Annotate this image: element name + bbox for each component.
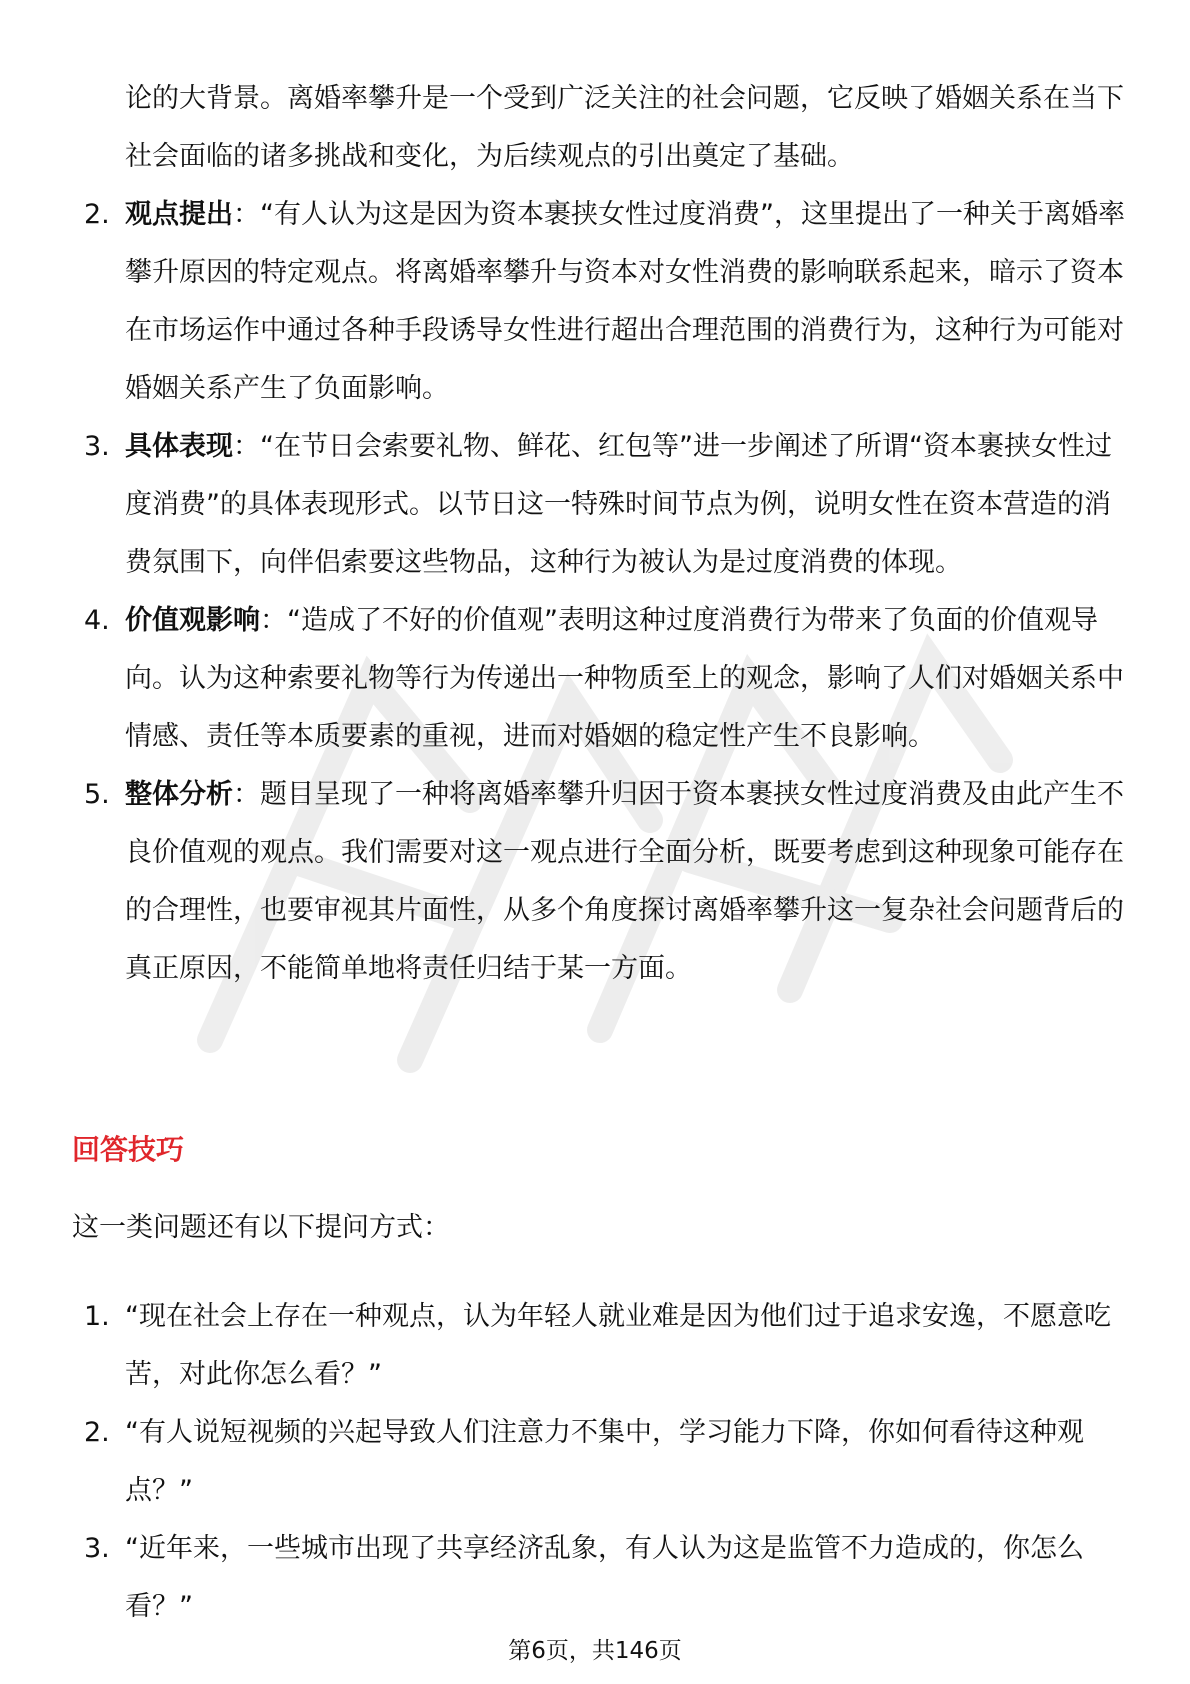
list-item <box>0 186 1125 418</box>
list-item-number: 2. <box>84 199 110 230</box>
list-item-number: 3. <box>84 431 110 462</box>
list-item-term: 整体分析 <box>125 779 233 810</box>
page-footer: 第6页，共146页 <box>508 1638 682 1664</box>
list-item-text: ：“在节日会索要礼物、鲜花、红包等”进一步阐述了所谓“资本裹挟女性过度消费”的具体表现形式。以节日这一特殊时间节点为例，说明女性在资本营造的消费氛围下，向伴侣索要这些物品，这种行为被认为是过度消费的体现。 <box>125 431 1112 578</box>
intro-text: 这一类问题还有以下提问方式： <box>72 1212 450 1243</box>
list-item <box>0 766 1125 998</box>
question-number: 1. <box>84 1301 110 1332</box>
question-item <box>0 1404 1125 1520</box>
question-number: 2. <box>84 1417 110 1448</box>
section-heading: 回答技巧 <box>72 1133 185 1166</box>
continuation-paragraph: 论的大背景。离婚率攀升是一个受到广泛关注的社会问题，它反映了婚姻关系在当下社会面临的诸多挑战和变化，为后续观点的引出奠定了基础。 <box>125 83 1124 172</box>
list-item-number: 5. <box>84 779 110 810</box>
list-item <box>0 592 1125 766</box>
question-text: “有人说短视频的兴起导致人们注意力不集中，学习能力下降，你如何看待这种观点？” <box>125 1417 1084 1506</box>
list-item-term: 价值观影响 <box>125 605 260 636</box>
list-item-term: 观点提出 <box>125 199 233 230</box>
analysis-list <box>0 186 1190 998</box>
list-item-text: ：“造成了不好的价值观”表明这种过度消费行为带来了负面的价值观导向。认为这种索要礼物等行为传递出一种物质至上的观念，影响了人们对婚姻关系中情感、责任等本质要素的重视，进而对婚姻的稳定性产生不良影响。 <box>125 605 1124 752</box>
list-item-text: ：题目呈现了一种将离婚率攀升归因于资本裹挟女性过度消费及由此产生不良价值观的观点。我们需要对这一观点进行全面分析，既要考虑到这种现象可能存在的合理性，也要审视其片面性，从多个角度探讨离婚率攀升这一复杂社会问题背后的真正原因，不能简单地将责任归结于某一方面。 <box>125 779 1124 984</box>
list-item-text: ：“有人认为这是因为资本裹挟女性过度消费”，这里提出了一种关于离婚率攀升原因的特定观点。将离婚率攀升与资本对女性消费的影响联系起来，暗示了资本在市场运作中通过各种手段诱导女性进行超出合理范围的消费行为，这种行为可能对婚姻关系产生了负面影响。 <box>125 199 1125 404</box>
question-item <box>0 1288 1125 1404</box>
question-text: “近年来，一些城市出现了共享经济乱象，有人认为这是监管不力造成的，你怎么看？” <box>125 1533 1084 1622</box>
question-item <box>0 1520 1125 1636</box>
question-text: “现在社会上存在一种观点，认为年轻人就业难是因为他们过于追求安逸，不愿意吃苦，对此你怎么看？” <box>125 1301 1111 1390</box>
list-item-term: 具体表现 <box>125 431 233 462</box>
list-item <box>0 418 1125 592</box>
question-number: 3. <box>84 1533 110 1564</box>
question-list <box>0 1288 1190 1636</box>
list-item-number: 4. <box>84 605 110 636</box>
